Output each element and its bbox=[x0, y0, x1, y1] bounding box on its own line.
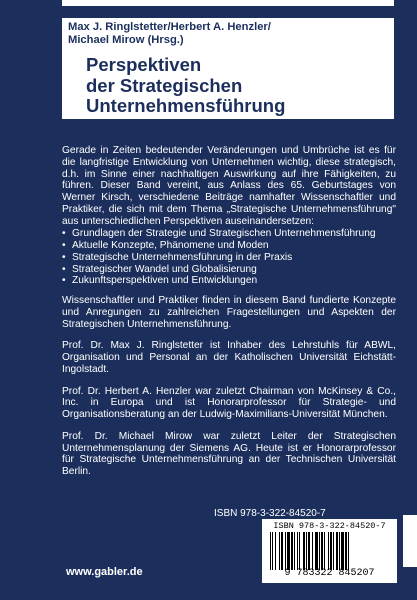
list-item: • Grundlagen der Strategie und Strategischen Unternehmensführung bbox=[62, 228, 396, 240]
top-white-strip bbox=[62, 0, 394, 6]
barcode-digits: 9 783322 845207 bbox=[284, 568, 375, 579]
list-item: • Strategischer Wandel und Globalisierung bbox=[62, 264, 396, 276]
bio-mirow: Prof. Dr. Michael Mirow war zuletzt Leiter der Strategischen Unternehmensplanung der Siemens AG. Heute ist er Honorarprofessor für Strategische Unternehmensführung an der Technischen Universität Berlin. bbox=[62, 430, 396, 477]
intro-paragraph: Gerade in Zeiten bedeutender Veränderungen und Umbrüche ist es für die langfristige Entwicklung von Unternehmen wichtig, diese strategisch, d.h. im Sinne einer nachhaltigen Auswirkung auf ihre Fähigkeiten, zu führen. Dieser Band vereint, aus Anlass des 65. Geburtstages von Werner Kirsch, verschiedene Beiträge namhafter Wissenschaftler und Praktiker, die sich mit dem Thema „Strategische Unternehmensführung" aus unterschiedlichen Perspektiven auseinandersetzen: bbox=[62, 145, 396, 227]
editors-line-2: Michael Mirow (Hrsg.) bbox=[68, 34, 184, 46]
title-line-2: der Strategischen bbox=[86, 74, 243, 96]
audience-paragraph: Wissenschaftler und Praktiker finden in diesem Band fundierte Konzepte und Anregungen zu zahlreichen Fragestellungen und Aspekten der Strategischen Unternehmensführung. bbox=[62, 295, 396, 330]
title-line-3: Unternehmensführung bbox=[86, 95, 286, 116]
list-item: • Zukunftsperspektiven und Entwicklungen bbox=[62, 275, 396, 287]
back-cover-text bbox=[62, 145, 396, 488]
editors-line-1: Max J. Ringlstetter/Herbert A. Henzler/ bbox=[68, 21, 271, 33]
topic-list bbox=[62, 228, 396, 287]
list-item: • Strategische Unternehmensführung in der Praxis bbox=[62, 252, 396, 264]
title-line-1: Perspektiven bbox=[86, 54, 202, 75]
right-edge-tab bbox=[403, 515, 417, 567]
barcode-bars-icon bbox=[268, 532, 391, 570]
editors bbox=[68, 21, 271, 47]
book-title bbox=[86, 55, 285, 117]
title-block bbox=[62, 18, 394, 119]
barcode bbox=[262, 519, 397, 583]
isbn-label: ISBN 978-3-322-84520-7 bbox=[214, 508, 326, 519]
bio-ringlstetter: Prof. Dr. Max J. Ringlstetter ist Inhaber des Lehrstuhls für ABWL, Organisation und Personal an der Katholischen Universität Eichstätt-Ingolstadt. bbox=[62, 340, 396, 375]
bio-henzler: Prof. Dr. Herbert A. Henzler war zuletzt Chairman von McKinsey & Co., Inc. in Europa und ist Honorarprofessor für Strategie- und Organisationsberatung an der Ludwig-Maximilians-Universität München. bbox=[62, 385, 396, 420]
publisher-website[interactable]: www.gabler.de bbox=[66, 566, 143, 578]
barcode-isbn-text: ISBN 978-3-322-84520-7 bbox=[273, 521, 386, 531]
list-item: • Aktuelle Konzepte, Phänomene und Moden bbox=[62, 240, 396, 252]
